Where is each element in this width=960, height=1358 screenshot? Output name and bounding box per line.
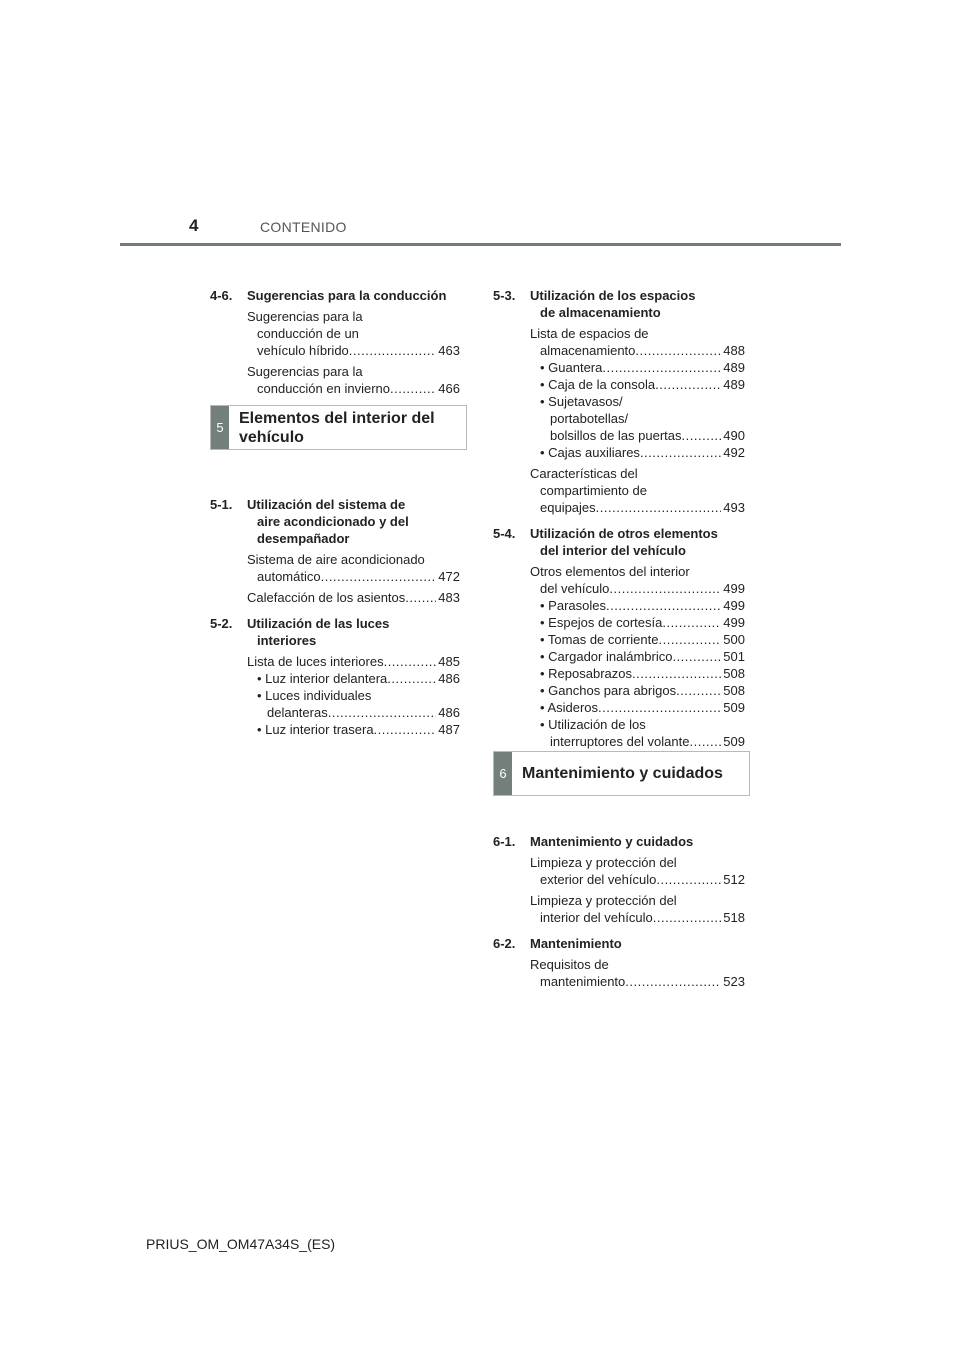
toc-subentry[interactable] — [530, 716, 745, 750]
dot-leader — [374, 721, 437, 738]
entry-text: portabotellas/ — [550, 411, 629, 426]
toc-section-5-1 — [210, 496, 460, 606]
dot-leader — [640, 444, 721, 461]
entry-text: bolsillos de las puertas — [550, 428, 682, 443]
chapter-title: Elementos del interior del vehículo — [239, 409, 435, 446]
entry-text: mantenimiento — [540, 974, 626, 989]
entry-text: • Ganchos para abrigos — [540, 683, 677, 698]
page-ref: 489 — [723, 360, 745, 375]
page-ref: 499 — [723, 581, 745, 596]
section-number: 6-2. — [493, 936, 516, 951]
entry-text: Lista de espacios de — [530, 326, 649, 341]
chapter-6-heading[interactable] — [493, 751, 750, 796]
dot-leader — [672, 648, 721, 665]
entry-text: • Guantera — [540, 360, 603, 375]
section-number: 4-6. — [210, 288, 233, 303]
dot-leader — [387, 670, 436, 687]
toc-subentry[interactable] — [530, 631, 745, 648]
toc-subentry[interactable] — [530, 376, 745, 393]
toc-left-column — [210, 287, 460, 747]
chapter-number-tab: 6 — [494, 752, 512, 795]
toc-entry[interactable] — [530, 563, 745, 597]
toc-subentry[interactable] — [530, 614, 745, 631]
page-ref: 488 — [723, 343, 745, 358]
dot-leader — [662, 614, 721, 631]
page-ref: 490 — [723, 428, 745, 443]
toc-subentry[interactable] — [530, 597, 745, 614]
dot-leader — [602, 359, 721, 376]
dot-leader — [625, 973, 721, 990]
page-ref: 508 — [723, 683, 745, 698]
toc-right-column — [493, 287, 745, 999]
dot-leader — [655, 376, 721, 393]
page-ref: 499 — [723, 598, 745, 613]
dot-leader — [609, 580, 721, 597]
toc-subentry[interactable] — [530, 648, 745, 665]
section-number: 6-1. — [493, 834, 516, 849]
toc-entry[interactable] — [530, 854, 745, 888]
entry-text: • Luces individuales — [257, 688, 372, 703]
entry-text: conducción en invierno — [257, 381, 390, 396]
dot-leader — [349, 342, 437, 359]
entry-text: • Cargador inalámbrico — [540, 649, 673, 664]
toc-subentry[interactable] — [530, 393, 745, 444]
page-ref: 486 — [438, 671, 460, 686]
page-ref: 518 — [723, 910, 745, 925]
toc-subentry[interactable] — [247, 687, 460, 721]
section-heading[interactable] — [210, 287, 460, 304]
dot-leader — [606, 597, 721, 614]
entry-text: conducción de un — [257, 326, 359, 341]
dot-leader — [390, 380, 436, 397]
dot-leader — [632, 665, 721, 682]
chapter-title: Mantenimiento y cuidados — [522, 765, 723, 782]
toc-entry[interactable] — [247, 653, 460, 670]
dot-leader — [656, 871, 721, 888]
toc-subentry[interactable] — [530, 665, 745, 682]
page-ref: 463 — [438, 343, 460, 358]
entry-text: interior del vehículo — [540, 910, 653, 925]
entry-text: • Parasoles — [540, 598, 606, 613]
entry-text: Calefacción de los asientos — [247, 590, 406, 605]
page-ref: 508 — [723, 666, 745, 681]
section-number: 5-3. — [493, 288, 516, 303]
section-title: Sugerencias para la conducción — [247, 288, 447, 303]
entry-text: • Caja de la consola — [540, 377, 656, 392]
entry-text: • Espejos de cortesía — [540, 615, 663, 630]
entry-text: Características del — [530, 466, 638, 481]
header-divider — [120, 243, 841, 246]
toc-subentry[interactable] — [530, 682, 745, 699]
entry-text: Limpieza y protección del — [530, 893, 677, 908]
page-ref: 492 — [723, 445, 745, 460]
entry-text: • Utilización de los — [540, 717, 646, 732]
section-heading[interactable] — [493, 287, 745, 321]
chapter-5-heading[interactable] — [210, 405, 467, 450]
entry-text: automático — [257, 569, 321, 584]
dot-leader — [653, 909, 722, 926]
entry-text: Otros elementos del interior — [530, 564, 690, 579]
section-heading[interactable] — [493, 525, 745, 559]
chapter-number-tab: 5 — [211, 406, 229, 449]
section-title: Mantenimiento y cuidados — [530, 834, 694, 849]
page-ref: 493 — [723, 500, 745, 515]
section-number: 5-1. — [210, 497, 233, 512]
page-ref: 489 — [723, 377, 745, 392]
toc-section-5-4 — [493, 525, 745, 750]
section-heading[interactable] — [210, 615, 460, 649]
toc-entry[interactable] — [530, 892, 745, 926]
dot-leader — [689, 733, 721, 750]
page-ref: 509 — [723, 734, 745, 749]
entry-text: Sistema de aire acondicionado — [247, 552, 425, 567]
entry-text: vehículo híbrido — [257, 343, 349, 358]
page-ref: 487 — [438, 722, 460, 737]
entry-text: interruptores del volante — [550, 734, 690, 749]
toc-subentry[interactable] — [530, 699, 745, 716]
toc-subentry[interactable] — [247, 670, 460, 687]
toc-entry[interactable] — [530, 956, 745, 990]
page-ref: 501 — [723, 649, 745, 664]
entry-text: delanteras — [267, 705, 328, 720]
section-title: Mantenimiento — [530, 936, 622, 951]
entry-text: • Luz interior trasera — [257, 722, 374, 737]
toc-section-6-1 — [493, 833, 745, 926]
entry-text: equipajes — [540, 500, 596, 515]
entry-text: • Reposabrazos — [540, 666, 632, 681]
dot-leader — [328, 704, 437, 721]
section-title: Utilización de las luces interiores — [247, 616, 390, 648]
section-title: Utilización del sistema de aire acondicionado y del desempañador — [247, 497, 409, 546]
document-code: PRIUS_OM_OM47A34S_(ES) — [146, 1236, 336, 1252]
dot-leader — [658, 631, 721, 648]
entry-text: • Cajas auxiliares — [540, 445, 640, 460]
section-title: Utilización de los espacios de almacenamiento — [530, 288, 696, 320]
entry-text: • Luz interior delantera — [257, 671, 388, 686]
entry-text: Limpieza y protección del — [530, 855, 677, 870]
toc-section-5-2 — [210, 615, 460, 738]
entry-text: del vehículo — [540, 581, 610, 596]
dot-leader — [682, 427, 722, 444]
entry-text: Sugerencias para la — [247, 364, 363, 379]
toc-subentry[interactable] — [530, 359, 745, 376]
page-ref: 485 — [438, 654, 460, 669]
dot-leader — [676, 682, 721, 699]
section-title: Utilización de otros elementos del interior del vehículo — [530, 526, 718, 558]
page-ref: 523 — [723, 974, 745, 989]
page-ref: 499 — [723, 615, 745, 630]
entry-text: exterior del vehículo — [540, 872, 657, 887]
toc-entry[interactable] — [247, 363, 460, 397]
toc-entry[interactable] — [247, 589, 460, 606]
dot-leader — [635, 342, 721, 359]
page-ref: 512 — [723, 872, 745, 887]
entry-text: • Sujetavasos/ — [540, 394, 623, 409]
dot-leader — [598, 699, 721, 716]
page-ref: 466 — [438, 381, 460, 396]
toc-subentry[interactable] — [247, 721, 460, 738]
entry-text: compartimiento de — [540, 483, 647, 498]
toc-section-4-6 — [210, 287, 460, 397]
page-ref: 500 — [723, 632, 745, 647]
section-heading[interactable] — [493, 935, 745, 952]
section-heading[interactable] — [493, 833, 745, 850]
section-number: 5-2. — [210, 616, 233, 631]
page-ref: 509 — [723, 700, 745, 715]
dot-leader — [405, 589, 436, 606]
entry-text: • Tomas de corriente — [540, 632, 659, 647]
entry-text: Lista de luces interiores — [247, 654, 384, 669]
entry-text: Sugerencias para la — [247, 309, 363, 324]
dot-leader — [321, 568, 437, 585]
toc-subentry[interactable] — [530, 444, 745, 461]
toc-section-6-2 — [493, 935, 745, 990]
dot-leader — [384, 653, 437, 670]
section-number: 5-4. — [493, 526, 516, 541]
toc-entry[interactable] — [247, 551, 460, 585]
page-number: 4 — [189, 216, 199, 235]
toc-entry[interactable] — [530, 465, 745, 516]
toc-entry[interactable] — [247, 308, 460, 359]
toc-section-5-3 — [493, 287, 745, 516]
entry-text: Requisitos de — [530, 957, 609, 972]
page-ref: 472 — [438, 569, 460, 584]
page-ref: 486 — [438, 705, 460, 720]
entry-text: almacenamiento — [540, 343, 636, 358]
page-ref: 483 — [438, 590, 460, 605]
toc-entry[interactable] — [530, 325, 745, 359]
dot-leader — [596, 499, 722, 516]
page-header-title: CONTENIDO — [260, 219, 347, 235]
section-heading[interactable] — [210, 496, 460, 547]
entry-text: • Asideros — [540, 700, 599, 715]
